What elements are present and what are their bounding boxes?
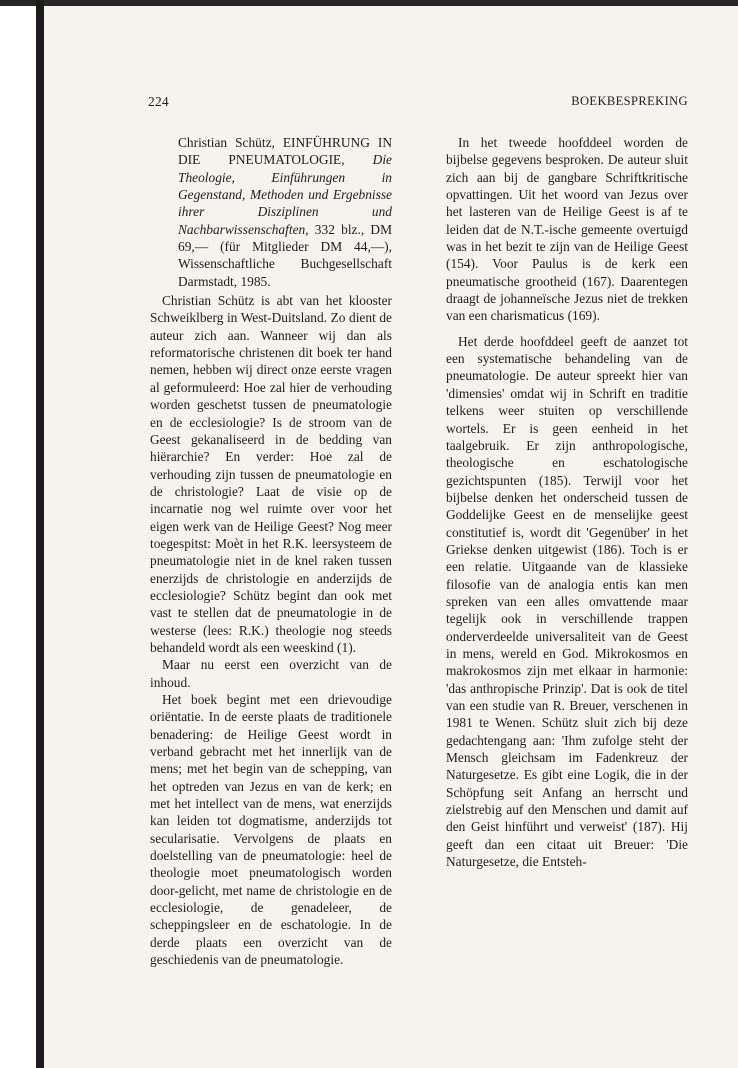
- biblio-title: EINFÜHRUNG IN DIE PNEUMATOLOGIE,: [178, 135, 392, 168]
- scan-left-edge: [36, 0, 44, 1068]
- biblio-details: 332 blz., DM 69,— (für Mitglieder DM 44,—), Wissenschaftliche Buchgesellschaft Darmstadt, 1985.: [178, 221, 392, 289]
- paragraph-4: In het tweede hoofddeel worden de bijbelse gegevens besproken. De auteur sluit zich aan bij de gangbare Schriftkritische opvattingen. Uit het woord van Jezus over het lasteren van de Heilige Geest is af te leiden dat de N.T.-ische gemeente overtuigd was in het bezit te zijn van de Heilige Geest (154). Voor Paulus is de kerk een pneumatische grootheid (167). Daarentegen draagt de johanneïsche Jezus niet de trekken van een charismaticus (169).: [446, 135, 688, 324]
- text-column-left: [150, 134, 392, 969]
- paragraph-5: Het derde hoofddeel geeft de aanzet tot een systematische behandeling van de pneumatologie. De auteur spreekt hier van 'dimensies' omdat wij in Schrift en traditie telkens weer stuiten op verschillende wortels. Er is geen eenheid in het taalgebruik. Er zijn anthropologische, theologische en eschatologische gezichtspunten (185). Terwijl voor het bijbelse denken het onderscheid tussen de Goddelijke Geest en de menselijke geest constitutief is, wordt dit 'Gegenüber' in het Griekse denken uitgewist (186). Toch is er een relatie. Uitgaande van de klassieke filosofie van de analogia entis kan men spreken van een alles omvattende maar tegelijk ook in verschillende trappen onderverdeelde universaliteit van de Geest in mens, wereld en God. Mikrokosmos en makrokosmos zijn met elkaar in harmonie: 'das anthropische Prinzip'. Dat is ook de titel van een studie van R. Breuer, verschenen in 1981 te Wenen. Schütz sluit zich bij deze gedachtengang aan: 'Ihm zufolge steht der Mensch gleichsam im Fadenkreuz der Naturgesetze. Es gibt eine Logik, die in der Schöpfung seit Anfang an herrscht und zielstrebig auf den Menschen und damit auf den Geist hinführt und verweist' (187). Hij geeft dan een citaat uit Breuer: 'Die Naturgesetze, die Entsteh-: [446, 333, 688, 870]
- bibliographic-entry: [150, 134, 392, 290]
- page-number: 224: [148, 94, 169, 109]
- biblio-series: Die Theologie, Einführungen in Gegenstand, Methoden und Ergebnisse ihrer Disziplinen und Nachbarwissenschaften,: [178, 152, 392, 237]
- paragraph-2: Maar nu eerst een overzicht van de inhoud.: [150, 657, 392, 690]
- running-head: BOEKBESPREKING: [571, 94, 688, 108]
- text-column-right: [446, 134, 688, 870]
- paragraph-3: Het boek begint met een drievoudige oriëntatie. In de eerste plaats de traditionele benadering: de Heilige Geest wordt in verband gebracht met het innerlijk van de mens; met het begin van de schepping, van het optreden van Jezus en van de kerk; en met het intellect van de mens, wat enerzijds kan leiden tot dogmatisme, anderzijds tot secularisatie. Vervolgens de plaats en doelstelling van de pneumatologie: heel de theologie moet pneumatologisch worden door-gelicht, met name de christologie en de ecclesiologie, de genadeleer, de scheppingsleer en de eschatologie. In de derde plaats een overzicht van de geschiedenis van de pneumatologie.: [150, 692, 392, 968]
- paragraph-1: Christian Schütz is abt van het klooster Schweiklberg in West-Duitsland. Zo dient de auteur zich aan. Wanneer wij dan als reformatorische christenen dit boek ter hand nemen, hebben wij direct onze eerste vragen al geformuleerd: Hoe zal hier de verhouding worden geschetst tussen de pneumatologie en de ecclesiologie? Is de stroom van de Geest gekanaliseerd in de bedding van hiërarchie? En verder: Hoe zal de verhouding zijn tussen de pneumatologie en de christologie? Laat de visie op de incarnatie nog wel ruimte over voor het eigen werk van de Heilige Geest? Nog meer toegespitst: Moèt in het R.K. leersysteem de pneumatologie niet in de knel raken tussen enerzijds de christologie en anderzijds de ecclesiologie? Schütz begint dan ook met vast te stellen dat de pneumatologie in de westerse (lees: R.K.) theologie nog steeds behandeld wordt als een weeskind (1).: [150, 293, 392, 655]
- biblio-author: Christian Schütz,: [178, 135, 283, 150]
